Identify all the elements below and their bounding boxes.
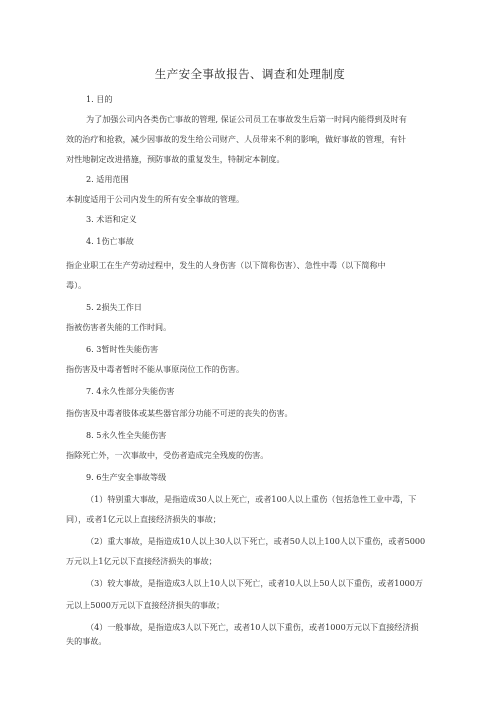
paragraph-line: 为了加强公司内各类伤亡事故的管理, 保证公司员工在事故发生后第一时间内能得到及时有 — [86, 114, 407, 124]
paragraph-line: 指伤害及中毒者肢体或某些器官部分功能不可逆的丧失的伤害。 — [66, 408, 293, 418]
list-item-line: （2）重大事故，是指造成10人以上30人以下死亡，或者50人以上100人以下重伤，或者5000 — [86, 536, 426, 546]
paragraph-line: 本制度适用于公司内发生的所有安全事故的管理。 — [66, 194, 245, 204]
list-item-line: 失的事故。 — [66, 636, 107, 646]
section-heading-permanent-total: 8. 5永久性全失能伤害 — [86, 430, 167, 440]
section-heading-casualty: 4. 1伤亡事故 — [86, 236, 134, 246]
section-heading-accident-levels: 9. 6生产安全事故等级 — [86, 472, 167, 482]
list-item-line: 同），或者1亿元以上直接经济损失的事故； — [66, 514, 221, 524]
section-heading-scope: 2. 适用范围 — [86, 174, 129, 184]
list-item-line: （3）较大事故，是指造成3人以上10人以下死亡，或者10人以上50人以下重伤，或者1000万 — [86, 578, 423, 588]
section-heading-lost-workdays: 5. 2损失工作日 — [86, 302, 142, 312]
paragraph-line: 指企业职工在生产劳动过程中，发生的人身伤害（以下简称伤害）、急性中毒（以下简称中 — [66, 260, 386, 270]
paragraph-line: 对性地制定改进措施，预防事故的重复发生，特制定本制度。 — [66, 154, 285, 164]
list-item-line: （1）特别重大事故，是指造成30人以上死亡，或者100人以上重伤（包括急性工业中毒，下 — [86, 494, 417, 504]
paragraph-line: 效的治疗和抢救，减少因事故的发生给公司财产、人员带来不利的影响，做好事故的管理，有针 — [66, 134, 406, 144]
section-heading-temporary-disability: 6. 3暂时性失能伤害 — [86, 344, 159, 354]
paragraph-line: 指除死亡外，一次事故中，受伤者造成完全残废的伤害。 — [66, 450, 269, 460]
list-item-line: 元以上5000万元以下直接经济损失的事故； — [66, 600, 225, 610]
section-heading-terms: 3. 术语和定义 — [86, 214, 137, 224]
section-heading-purpose: 1. 目的 — [86, 94, 113, 104]
paragraph-line: 毒）。 — [66, 280, 87, 290]
list-item-line: （4）一般事故，是指造成3人以下死亡，或者10人以下重伤，或者1000万元以下直接经济损 — [86, 622, 419, 632]
section-heading-permanent-partial: 7. 4永久性部分失能伤害 — [86, 386, 175, 396]
paragraph-line: 指被伤害者失能的工作时间。 — [66, 322, 172, 332]
paragraph-line: 指伤害及中毒者暂时不能从事原岗位工作的伤害。 — [66, 364, 245, 374]
document-title: 生产安全事故报告、调查和处理制度 — [154, 67, 346, 81]
list-item-line: 万元以上1亿元以下直接经济损失的事故； — [66, 556, 217, 566]
